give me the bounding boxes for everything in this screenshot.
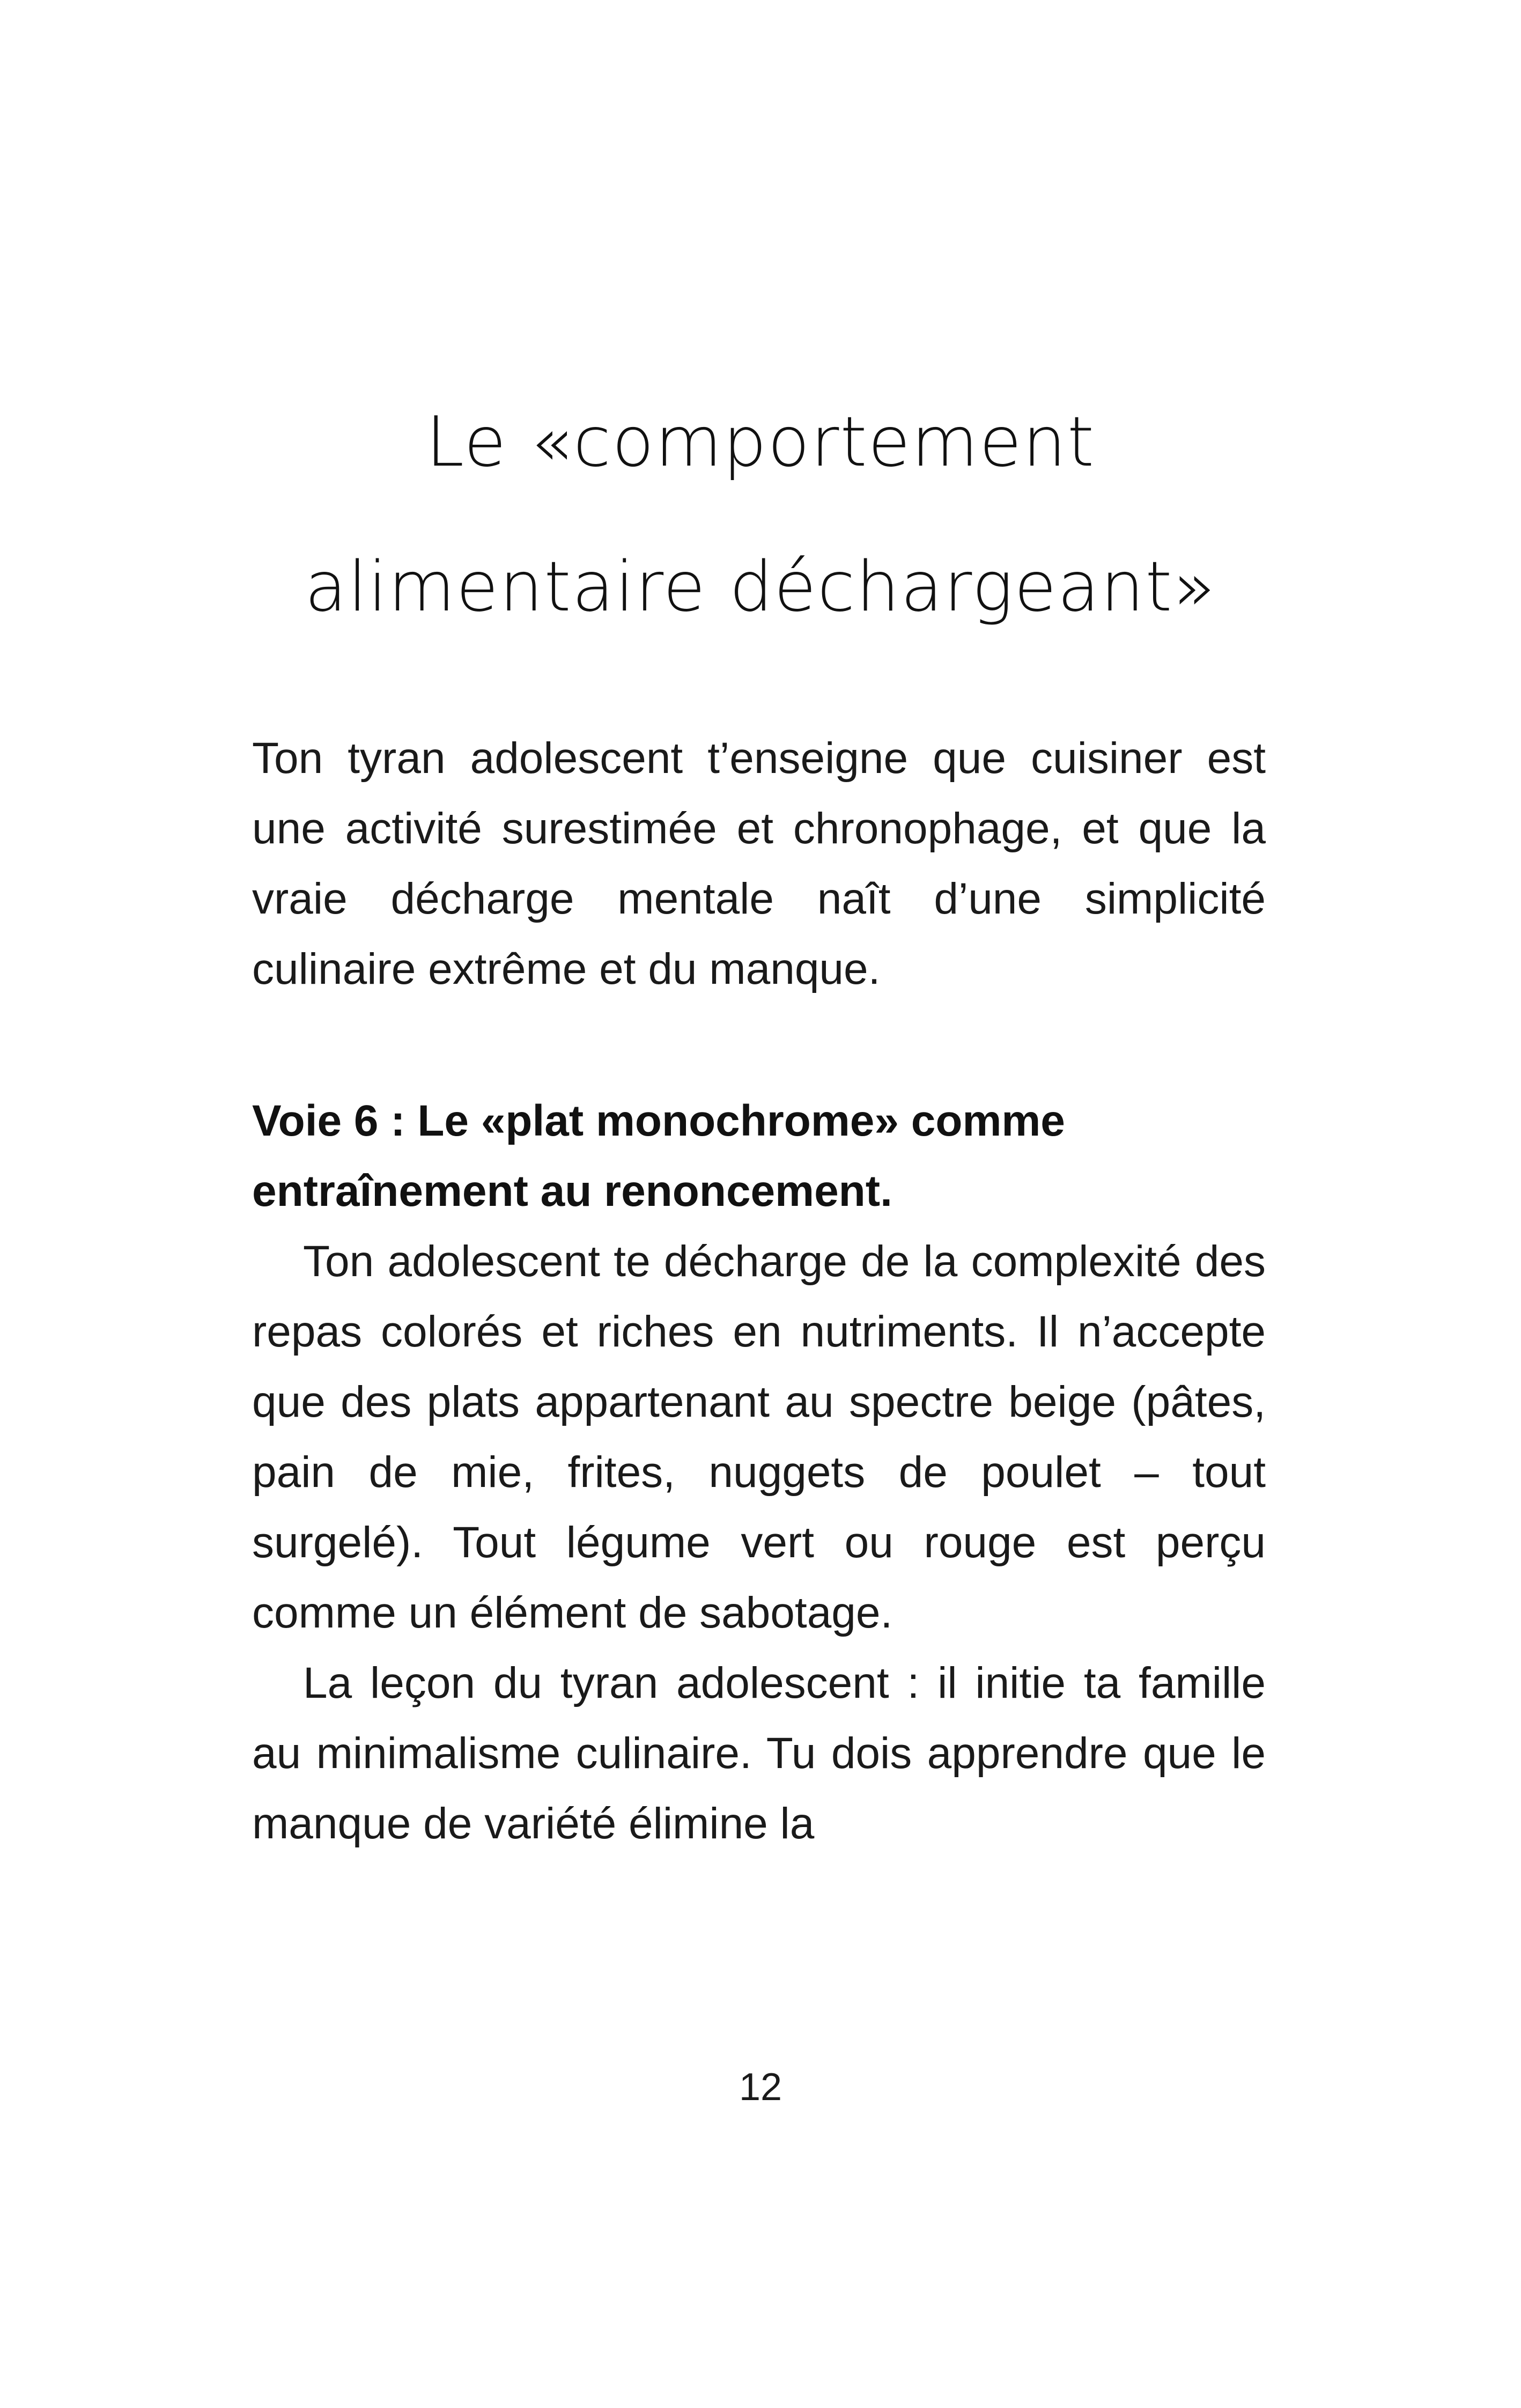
chapter-title <box>0 370 1521 660</box>
chapter-title-line-1: Le «comportement <box>425 402 1096 482</box>
intro-paragraph: Ton tyran adolescent t’enseigne que cuisiner est une activité surestimée et chronophage, et que la vraie décharge mentale naît d’une simplicité culinaire extrême et du manque. <box>252 734 1266 993</box>
chapter-title-line-2: alimentaire déchargeant» <box>305 547 1216 627</box>
section-paragraph-1: Ton adolescent te décharge de la complexité des repas colorés et riches en nutriments. Il n’accepte que des plats appartenant au spectre beige (pâtes, pain de mie, frites, nuggets de poulet – tout surgelé). Tout légume vert ou rouge est perçu comme un élément de sabotage. <box>252 1237 1266 1637</box>
page-number: 12 <box>739 2066 782 2109</box>
section-paragraph-2: La leçon du tyran adolescent : il initie ta famille au minimalisme culinaire. Tu dois apprendre que le manque de variété élimine la <box>252 1659 1266 1848</box>
section-heading: Voie 6 : Le «plat monochrome» comme entraînement au renoncement. <box>252 1096 1065 1216</box>
section-body <box>252 1226 1266 1859</box>
